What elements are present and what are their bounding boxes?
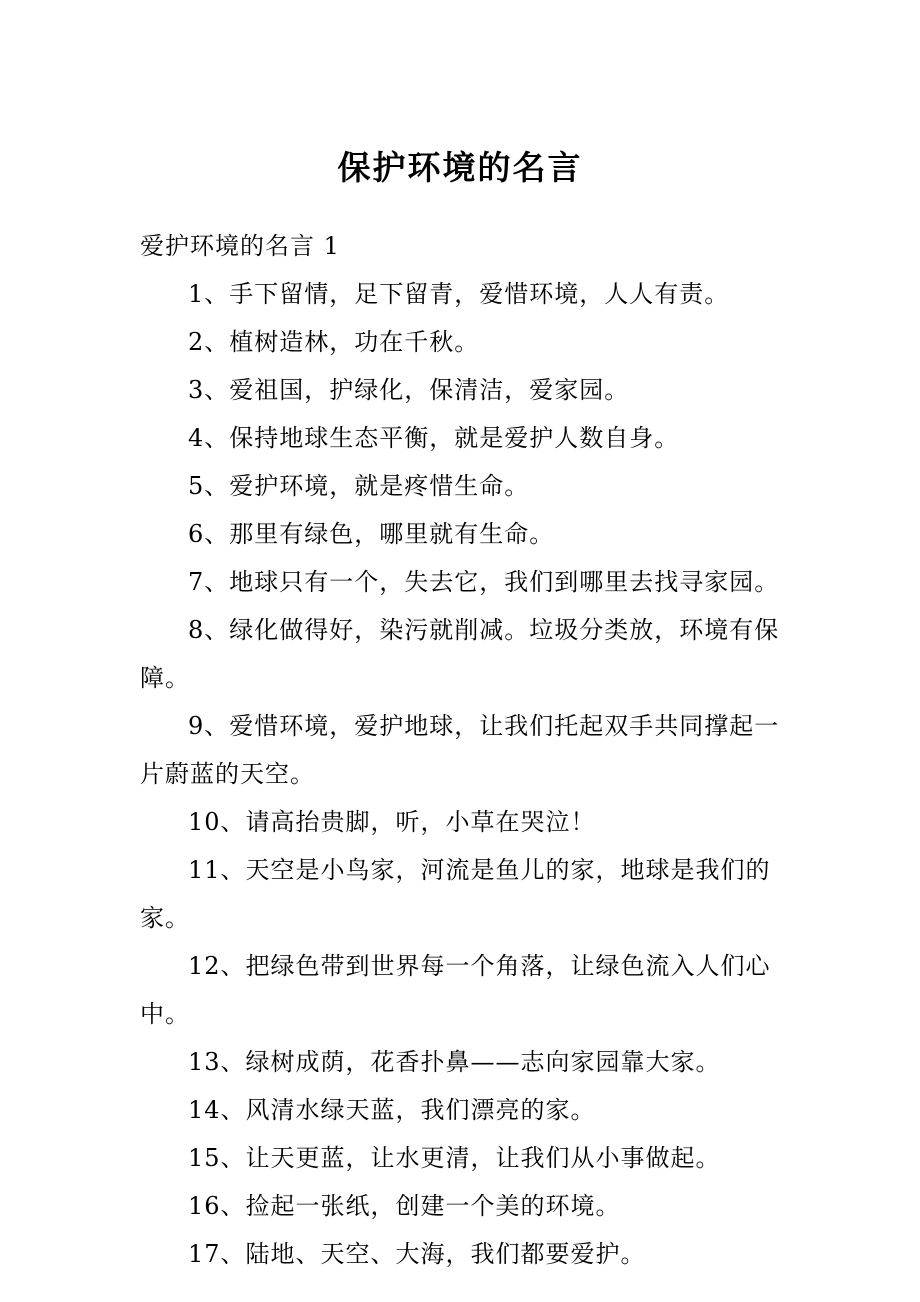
quote-item: 13、绿树成荫，花香扑鼻——志向家园靠大家。 <box>188 1048 721 1076</box>
quote-item: 3、爱祖国，护绿化，保清洁，爱家园。 <box>188 376 630 404</box>
quote-item: 4、保持地球生态平衡，就是爱护人数自身。 <box>188 424 680 452</box>
quote-item: 6、那里有绿色，哪里就有生命。 <box>188 520 555 548</box>
quote-item: 9、爱惜环境，爱护地球，让我们托起双手共同撑起一片蔚蓝的天空。 <box>140 712 780 788</box>
section-heading: 爱护环境的名言 1 <box>140 232 340 260</box>
document-body <box>140 222 790 1278</box>
quote-item: 10、请高抬贵脚，听，小草在哭泣！ <box>188 808 596 836</box>
document-title: 保护环境的名言 <box>337 148 583 187</box>
quote-item: 1、手下留情，足下留青，爱惜环境，人人有责。 <box>188 280 730 308</box>
quote-item: 5、爱护环境，就是疼惜生命。 <box>188 472 530 500</box>
quote-item: 16、捡起一张纸，创建一个美的环境。 <box>188 1192 621 1220</box>
quote-item: 15、让天更蓝，让水更清，让我们从小事做起。 <box>188 1144 721 1172</box>
quote-item: 17、陆地、天空、大海，我们都要爱护。 <box>188 1240 646 1268</box>
quote-item: 14、风清水绿天蓝，我们漂亮的家。 <box>188 1096 596 1124</box>
quote-item: 8、绿化做得好，染污就削减。垃圾分类放，环境有保障。 <box>140 616 780 692</box>
quote-item: 2、植树造林，功在千秋。 <box>188 328 480 356</box>
quote-item: 11、天空是小鸟家，河流是鱼儿的家，地球是我们的家。 <box>140 856 771 932</box>
quote-item: 12、把绿色带到世界每一个角落，让绿色流入人们心中。 <box>140 952 771 1028</box>
quote-item: 7、地球只有一个，失去它，我们到哪里去找寻家园。 <box>188 568 780 596</box>
